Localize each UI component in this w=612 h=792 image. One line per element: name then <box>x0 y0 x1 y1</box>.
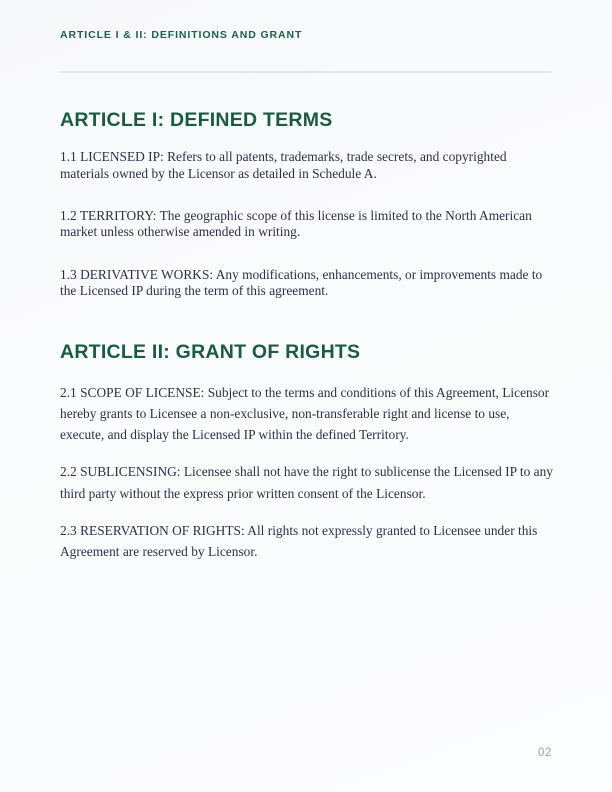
clause-2-3: 2.3 RESERVATION OF RIGHTS: All rights not expressly granted to Licensee under this Agreement are reserved by Licensor. <box>60 522 538 559</box>
clause-2-2: 2.2 SUBLICENSING: Licensee shall not have the right to sublicense the Licensed IP to any third party without the express prior written consent of the Licensor. <box>60 464 553 501</box>
article-2-heading: ARTICLE II: GRANT OF RIGHTS <box>60 341 361 364</box>
running-header <box>60 29 552 42</box>
article-2-clause-list <box>60 382 554 562</box>
header-divider-rule <box>60 71 552 73</box>
page-content-area <box>60 0 552 792</box>
document-body <box>60 108 554 562</box>
article-section-1 <box>60 108 554 299</box>
clause-1-2: 1.2 TERRITORY: The geographic scope of this license is limited to the North American market unless otherwise amended in writing. <box>60 208 532 240</box>
page-number: 02 <box>538 747 552 759</box>
clause-2-1: 2.1 SCOPE OF LICENSE: Subject to the terms and conditions of this Agreement, Licensor hereby grants to Licensee a non-exclusive, non-transferable right and license to use, execute, and display the Licensed IP within the defined Territory. <box>60 384 550 443</box>
article-1-clause-list <box>60 149 554 299</box>
article-1-heading: ARTICLE I: DEFINED TERMS <box>60 109 333 131</box>
clause-1-3: 1.3 DERIVATIVE WORKS: Any modifications, enhancements, or improvements made to the Licensed IP during the term of this agreement. <box>60 266 543 299</box>
clause-1-1: 1.1 LICENSED IP: Refers to all patents, trademarks, trade secrets, and copyrighted materials owned by the Licensor as detailed in Schedule A. <box>60 149 507 181</box>
article-section-2 <box>60 340 554 562</box>
running-header-label: ARTICLE I & II: DEFINITIONS AND GRANT <box>60 29 303 41</box>
